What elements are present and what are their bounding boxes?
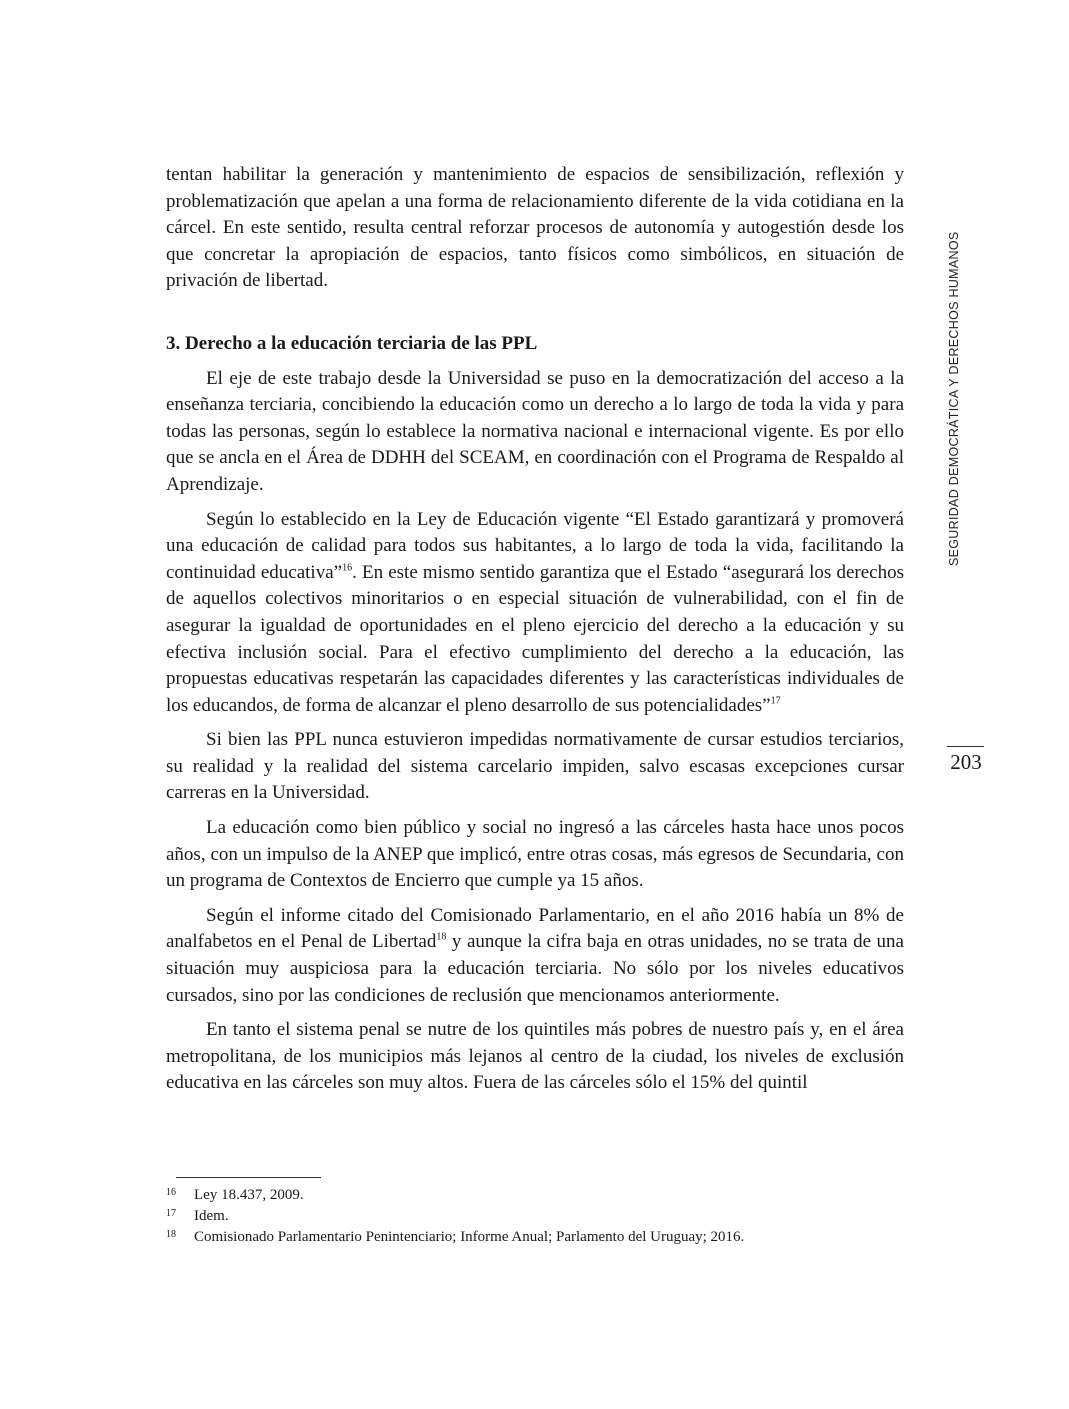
running-header-vertical: SEGURIDAD DEMOCRÁTICA Y DERECHOS HUMANOS: [947, 231, 961, 566]
footnote-text: Idem.: [194, 1208, 229, 1224]
footnote-number: 16: [166, 1187, 176, 1198]
footnote-ref: 18: [436, 932, 447, 944]
section-heading: 3. Derecho a la educación terciaria de las PPL: [166, 332, 538, 354]
paragraph: [166, 903, 904, 1009]
footnote-number: 18: [166, 1229, 176, 1240]
page-number: 203: [950, 750, 982, 774]
footnote: [166, 1206, 906, 1227]
footnote-ref: 17: [770, 695, 781, 707]
footnotes: [166, 1185, 906, 1248]
footnote-separator: [176, 1177, 321, 1178]
paragraph: La educación como bien público y social no ingresó a las cárceles hasta hace unos pocos años, con un impulso de la ANEP que implicó, entre otras cosas, más egresos de Secundaria, con un programa de Contextos de Encierro que cumple ya 15 años.: [166, 817, 904, 892]
paragraph-text: Según lo establecido en la Ley de Educación vigente “El Estado garantizará y promoverá una educación de calidad para todos sus habitantes, a lo largo de toda la vida, facilitando la continuidad educativa”: [166, 508, 904, 583]
body-text: [166, 162, 904, 1105]
footnote-ref: 16: [342, 562, 353, 574]
footnote-number: 17: [166, 1208, 176, 1219]
footnote: [166, 1227, 906, 1248]
paragraph-text: y aunque la cifra baja en otras unidades, no se trata de una situación muy auspiciosa para la educación terciaria. No sólo por los niveles educativos cursados, sino por las condiciones de reclusión que mencionamos anteriormente.: [166, 931, 904, 1006]
paragraph: El eje de este trabajo desde la Universidad se puso en la democratización del acceso a la enseñanza terciaria, concibiendo la educación como un derecho a lo largo de toda la vida y para todas las personas, según lo establece la normativa nacional e internacional vigente. Es por ello que se ancla en el Área de DDHH del SCEAM, en coordinación con el Programa de Respaldo al Aprendizaje.: [166, 367, 904, 495]
paragraph-text: Según el informe citado del Comisionado Parlamentario, en el año 2016 había un 8% de analfabetos en el Penal de Libertad: [166, 904, 904, 953]
paragraph: tentan habilitar la generación y mantenimiento de espacios de sensibilización, reflexión y problematización que apelan a una forma de relacionamiento diferente de la vida cotidiana en la cárcel. En este sentido, resulta central reforzar procesos de autonomía y autogestión desde los que concretar la apropiación de espacios, tanto físicos como simbólicos, en situación de privación de libertad.: [166, 164, 904, 292]
paragraph-text: . En este mismo sentido garantiza que el Estado “asegurará los derechos de aquellos colectivos minoritarios o en especial situación de vulnerabilidad, con el fin de asegurar la igualdad de oportunidades en el pleno ejercicio del derecho a la educación y su efectiva inclusión social. Para el efectivo cumplimiento del derecho a la educación, las propuestas educativas respetarán las capacidades diferentes y las características individuales de los educandos, de forma de alcanzar el pleno desarrollo de sus potencialidades”: [166, 561, 904, 716]
footnote: [166, 1185, 906, 1206]
page-number-rule: [947, 746, 984, 747]
paragraph: [166, 507, 904, 720]
footnote-text: Comisionado Parlamentario Penintenciario; Informe Anual; Parlamento del Uruguay; 2016.: [194, 1229, 745, 1245]
paragraph: Si bien las PPL nunca estuvieron impedidas normativamente de cursar estudios terciarios, su realidad y la realidad del sistema carcelario impiden, salvo escasas excepciones cursar carreras en la Universidad.: [166, 729, 904, 804]
paragraph: En tanto el sistema penal se nutre de los quintiles más pobres de nuestro país y, en el área metropolitana, de los municipios más lejanos al centro de la ciudad, los niveles de exclusión educativa en las cárceles son muy altos. Fuera de las cárceles sólo el 15% del quintil: [166, 1019, 904, 1094]
footnote-text: Ley 18.437, 2009.: [194, 1187, 304, 1203]
